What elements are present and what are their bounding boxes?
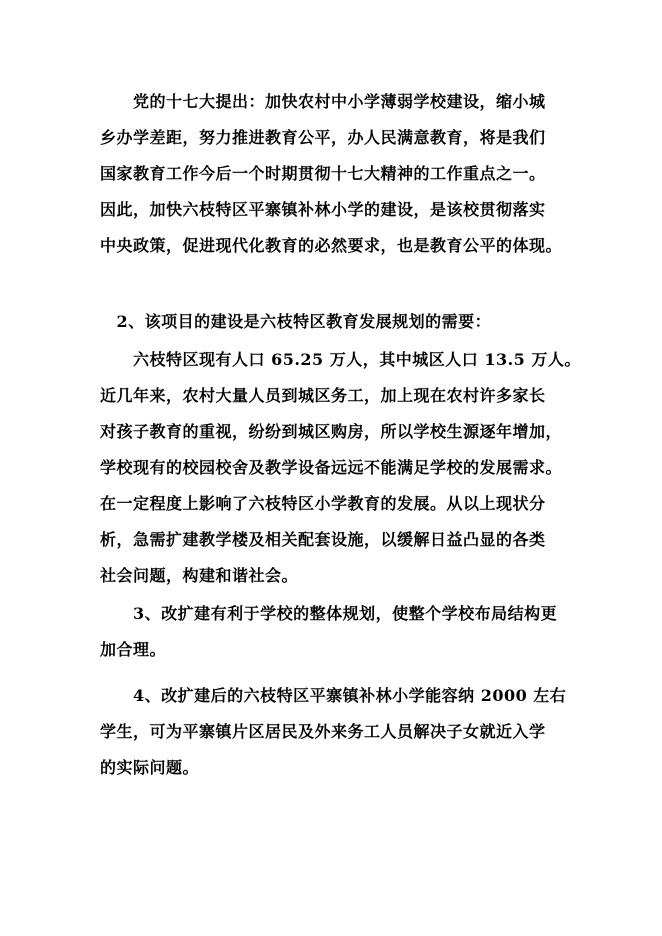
paragraph-line: 学生，可为平寨镇片区居民及外来务工人员解决子女就近入学 bbox=[100, 722, 546, 741]
section-heading-2 bbox=[100, 304, 562, 340]
paragraph-line: 社会问题，构建和谐社会。 bbox=[100, 566, 299, 585]
paragraph-line: 六枝特区现有人口 65.25 万人，其中城区人口 13.5 万人。 bbox=[100, 350, 581, 369]
paragraph-line: 3、改扩建有利于学校的整体规划，使整个学校布局结构更 bbox=[100, 604, 558, 623]
paragraph-line: 4、改扩建后的六枝特区平寨镇补林小学能容纳 2000 左右 bbox=[100, 686, 567, 705]
paragraph-line: 党的十七大提出：加快农村中小学薄弱学校建设，缩小城 bbox=[100, 92, 546, 111]
section-heading: 2、该项目的建设是六枝特区教育发展规划的需要： bbox=[100, 312, 492, 331]
paragraph-2 bbox=[100, 342, 581, 594]
paragraph-line: 在一定程度上影响了六枝特区小学教育的发展。从以上现状分 bbox=[100, 494, 546, 513]
paragraph-line: 析，急需扩建教学楼及相关配套设施，以缓解日益凸显的各类 bbox=[100, 530, 546, 549]
paragraph-line: 近几年来，农村大量人员到城区务工，加上现在农村许多家长 bbox=[100, 386, 546, 405]
paragraph-4 bbox=[100, 678, 567, 786]
paragraph-line: 的实际问题。 bbox=[100, 758, 200, 777]
paragraph-line: 对孩子教育的重视，纷纷到城区购房，所以学校生源逐年增加， bbox=[100, 422, 563, 441]
paragraph-3 bbox=[100, 596, 562, 668]
paragraph-line: 因此，加快六枝特区平寨镇补林小学的建设，是该校贯彻落实 bbox=[100, 200, 546, 219]
paragraph-line: 乡办学差距，努力推进教育公平，办人民满意教育，将是我们 bbox=[100, 128, 546, 147]
paragraph-1 bbox=[100, 84, 562, 264]
paragraph-line: 学校现有的校园校舍及教学设备远远不能满足学校的发展需求。 bbox=[100, 458, 563, 477]
paragraph-line: 国家教育工作今后一个时期贯彻十七大精神的工作重点之一。 bbox=[100, 164, 546, 183]
paragraph-line: 中央政策，促进现代化教育的必然要求，也是教育公平的体现。 bbox=[100, 236, 563, 255]
paragraph-line: 加合理。 bbox=[100, 640, 167, 659]
